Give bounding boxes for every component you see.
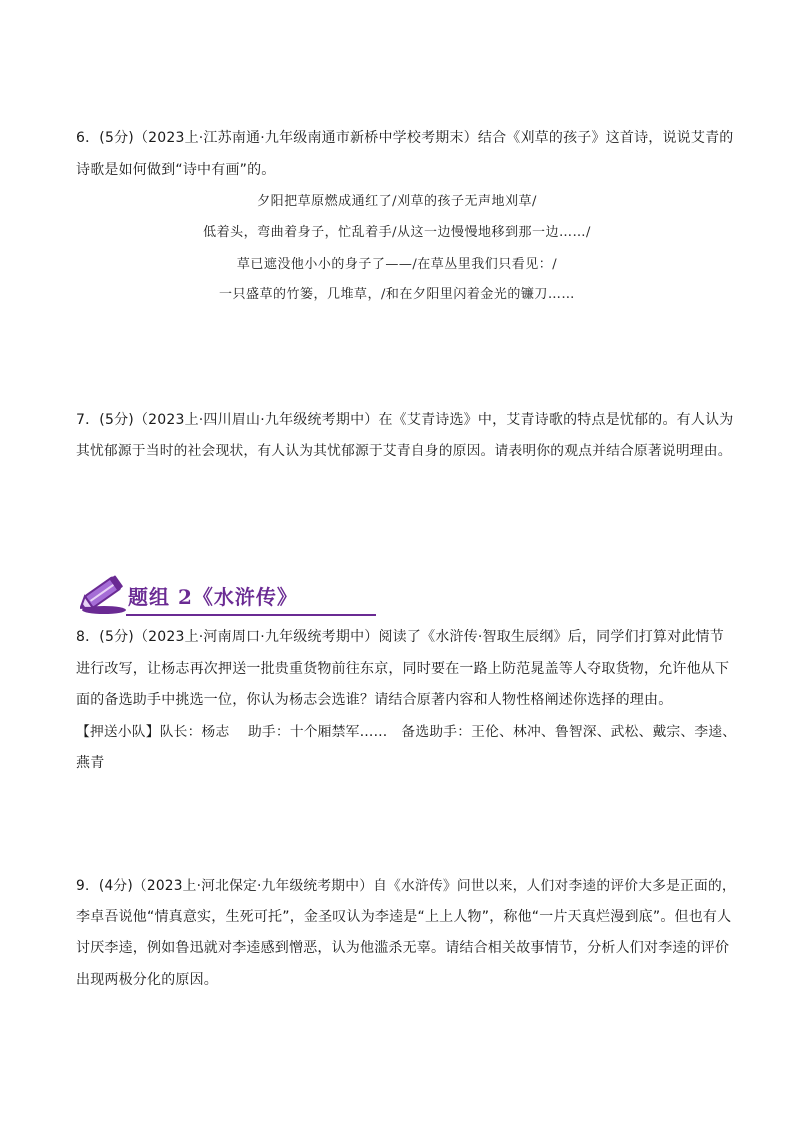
question-9-line-1: 9．(4分)（2023上·河北保定·九年级统考期中）自《水浒传》问世以来，人们对李逵的评价大多是正面的， (76, 878, 736, 894)
question-8-line-3: 面的备选助手中挑选一位，你认为杨志会选谁？请结合原著内容和人物性格阐述你选择的理由。 (76, 692, 673, 708)
section-heading (80, 568, 320, 620)
pencil-icon (80, 568, 130, 616)
question-9-line-3: 讨厌李逵，例如鲁迅就对李逵感到憎恶，认为他滥杀无辜。请结合相关故事情节，分析人们对李逵的评价 (76, 940, 730, 956)
poem-line-3: 草已遮没他小小的身子了——/在草丛里我们只看见：/ (236, 257, 558, 272)
question-7-line-1: 7．(5分)（2023上·四川眉山·九年级统考期中）在《艾青诗选》中，艾青诗歌的特点是忧郁的。有人认为 (76, 412, 734, 428)
question-8-line-2: 进行改写，让杨志再次押送一批贵重货物前往东京，同时要在一路上防范晁盖等人夺取货物，允许他从下 (76, 661, 730, 677)
question-6-line-2: 诗歌是如何做到“诗中有画”的。 (76, 162, 276, 178)
question-8-line-1: 8．(5分)（2023上·河南周口·九年级统考期中）阅读了《水浒传·智取生辰纲》后，同学们打算对此情节 (76, 629, 724, 645)
question-8-line-4: 【押送小队】队长：杨志 助手：十个厢禁军…… 备选助手：王伦、林冲、鲁智深、武松、戴宗、李逵、 (76, 724, 737, 740)
poem-line-1: 夕阳把草原燃成通红了/刈草的孩子无声地刈草/ (257, 194, 537, 209)
section-title: 题组 2《水浒传》 (128, 585, 298, 609)
question-8-line-5: 燕青 (76, 755, 105, 771)
section-underline (126, 614, 376, 616)
question-6-line-1: 6．(5分)（2023上·江苏南通·九年级南通市新桥中学校考期末）结合《刈草的孩子》这首诗，说说艾青的 (76, 130, 734, 146)
question-9-line-4: 出现两极分化的原因。 (76, 972, 218, 988)
poem-line-2: 低着头，弯曲着身子，忙乱着手/从这一边慢慢地移到那一边……/ (203, 225, 591, 240)
question-9-line-2: 李卓吾说他“情真意实，生死可托”，金圣叹认为李逵是“上上人物”，称他“一片天真烂漫到底”。但也有人 (76, 909, 732, 925)
poem-line-4: 一只盛草的竹篓，几堆草，/和在夕阳里闪着金光的镰刀…… (219, 287, 575, 302)
question-7-line-2: 其忧郁源于当时的社会现状，有人认为其忧郁源于艾青自身的原因。请表明你的观点并结合原著说明理由。 (76, 443, 732, 459)
